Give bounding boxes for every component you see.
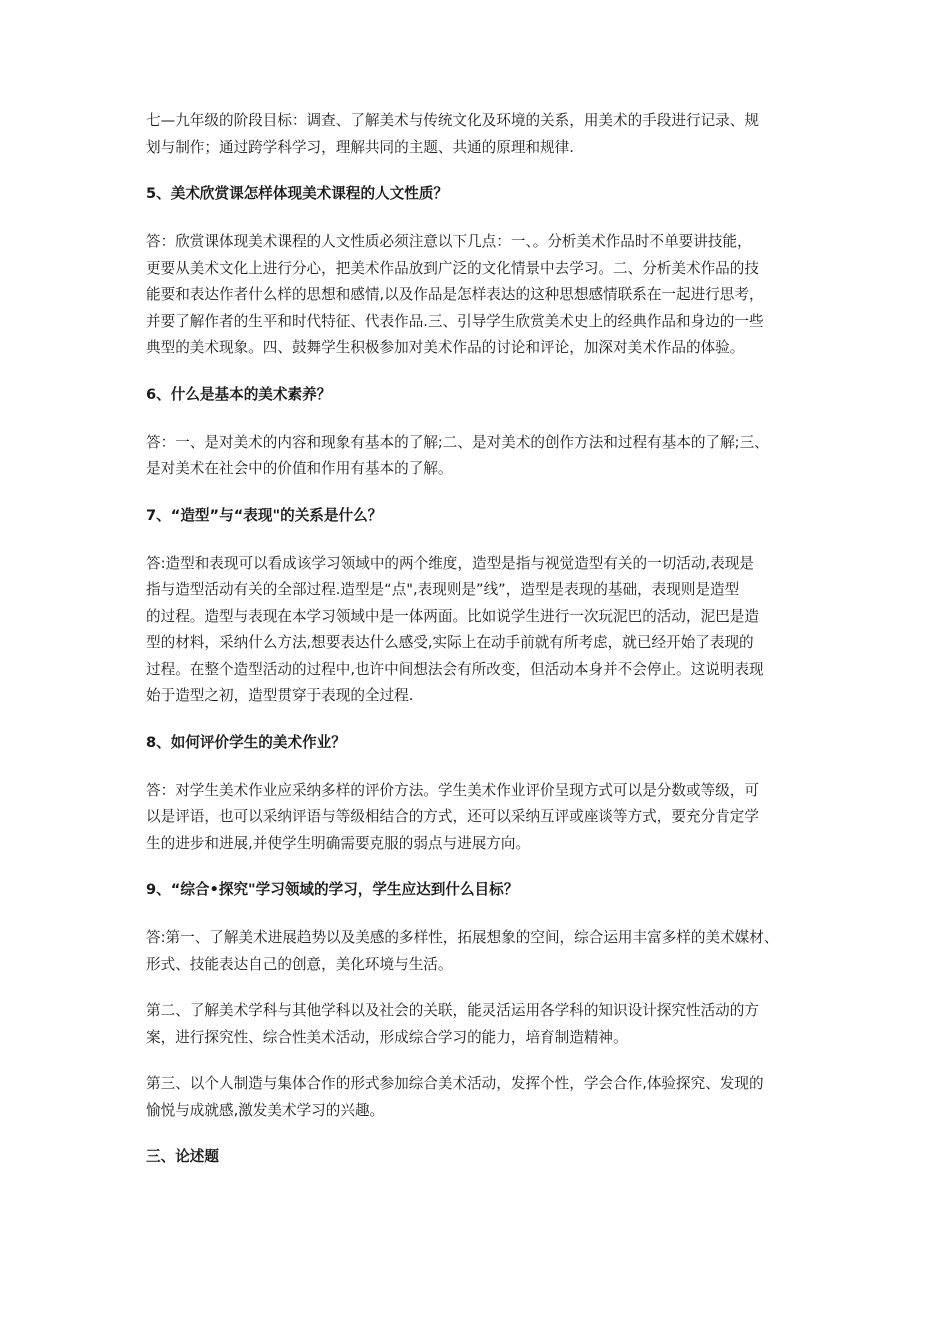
paragraph-stage-goals (146, 108, 822, 161)
text-line: 答:造型和表现可以看成该学习领域中的两个维度，造型是指与视觉造型有关的一切活动,表现是 (146, 554, 754, 572)
text-line: 始于造型之初，造型贯穿于表现的全过程. (146, 687, 414, 704)
text-line: 愉悦与成就感,激发美术学习的兴趣。 (146, 1101, 385, 1119)
text-line: 并要了解作者的生平和时代特征、代表作品.三、引导学生欣赏美术史上的经典作品和身边的一些 (146, 312, 764, 330)
text-line: 第三、以个人制造与集体合作的形式参加综合美术活动，发挥个性，学会合作,体验探究、发现的 (146, 1075, 764, 1092)
text-line: 答：一、是对美术的内容和现象有基本的了解;二、是对美术的创作方法和过程有基本的了解;三、 (146, 433, 769, 451)
text-line: 过程。在整个造型活动的过程中,也许中间想法会有所改变，但活动本身并不会停止。这说明表现 (146, 660, 764, 678)
question-heading-6: 6、什么是基本的美术素养？ (146, 385, 332, 403)
answer-paragraph-9-part-3 (146, 1071, 822, 1124)
text-line: 答：欣赏课体现美术课程的人文性质必须注意以下几点：一、。分析美术作品时不单要讲技能， (146, 233, 752, 250)
question-heading-9: 9、“综合•探究"学习领域的学习，学生应达到什么目标？ (146, 881, 519, 898)
document-page (146, 108, 822, 1170)
text-line: 答：对学生美术作业应采纳多样的评价方法。学生美术作业评价呈现方式可以是分数或等级，可 (146, 781, 759, 799)
text-line: 生的进步和进展,并使学生明确需要克服的弱点与进展方向。 (146, 834, 531, 852)
answer-paragraph-8 (146, 778, 822, 858)
text-line: 以是评语，也可以采纳评语与等级相结合的方式，还可以采纳互评或座谈等方式，要充分肯定学 (146, 808, 759, 825)
answer-paragraph-9-part-1 (146, 925, 822, 978)
text-line: 划与制作；通过跨学科学习，理解共同的主题、共通的原理和规律. (146, 138, 574, 156)
text-line: 能要和表达作者什么样的思想和感情,以及作品是怎样表达的这种思想感情联系在一起进行思考， (146, 286, 764, 303)
text-line: 第二、了解美术学科与其他学科以及社会的关联，能灵活运用各学科的知识设计探究性活动的方 (146, 1002, 759, 1019)
answer-paragraph-9-part-2 (146, 998, 822, 1051)
question-heading-8: 8、如何评价学生的美术作业？ (146, 733, 346, 751)
question-heading-5: 5、美术欣赏课怎样体现美术课程的人文性质？ (146, 185, 449, 202)
text-line: 是对美术在社会中的价值和作用有基本的了解。 (146, 460, 453, 477)
answer-paragraph-5 (146, 229, 822, 362)
text-line: 七—九年级的阶段目标：调查、了解美术与传统文化及环境的关系，用美术的手段进行记录、规 (146, 112, 759, 129)
text-line: 型的材料，采纳什么方法,想要表达什么感受,实际上在动手前就有所考虑，就已经开始了表现的 (146, 634, 754, 651)
question-heading-7: 7、“造型”与“表现"的关系是什么？ (146, 506, 383, 524)
text-line: 的过程。造型与表现在本学习领域中是一体两面。比如说学生进行一次玩泥巴的活动，泥巴是造 (146, 607, 759, 625)
answer-paragraph-6 (146, 430, 822, 483)
text-line: 更要从美术文化上进行分心，把美术作品放到广泛的文化情景中去学习。二、分析美术作品的技 (146, 259, 759, 277)
text-line: 形式、技能表达自己的创意，美化环境与生活。 (146, 955, 453, 973)
answer-paragraph-7 (146, 551, 822, 710)
text-line: 典型的美术现象。四、鼓舞学生积极参加对美术作品的讨论和评论，加深对美术作品的体验。 (146, 339, 745, 356)
section-heading-essay: 三、论述题 (146, 1148, 219, 1165)
text-line: 案，进行探究性、综合性美术活动，形成综合学习的能力，培育制造精神。 (146, 1028, 628, 1046)
text-line: 答:第一、了解美术进展趋势以及美感的多样性，拓展想象的空间，综合运用丰富多样的美术媒材、 (146, 929, 779, 946)
text-line: 指与造型活动有关的全部过程.造型是“点",表现则是”线”，造型是表现的基础，表现则是造型 (146, 581, 740, 598)
